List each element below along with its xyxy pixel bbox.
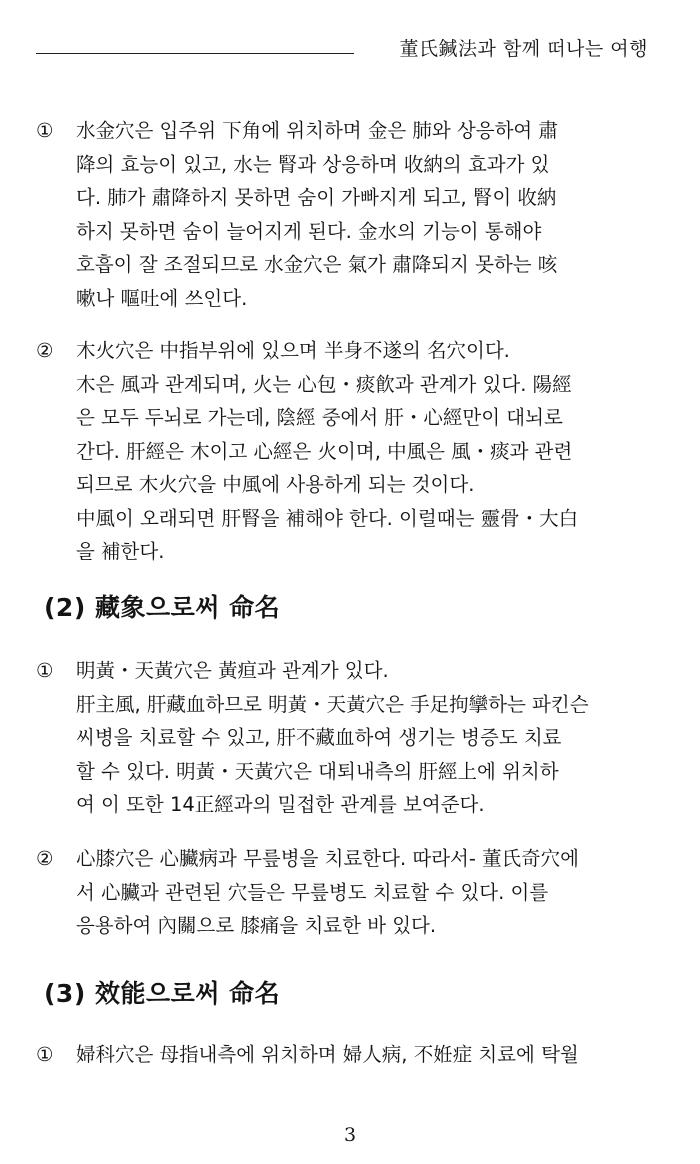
paragraph-line: ② 木火穴은 中指부위에 있으며 半身不遂의 名穴이다. xyxy=(36,334,648,368)
paragraph-line: 嗽나 嘔吐에 쓰인다. xyxy=(76,286,248,310)
paragraph-line: ① 婦科穴은 母指내측에 위치하며 婦人病, 不姙症 치료에 탁월 xyxy=(36,1038,648,1072)
paragraph-line: 다. 肺가 肅降하지 못하면 숨이 가빠지게 되고, 腎이 收納 xyxy=(76,186,557,209)
paragraph-line: 肝主風, 肝藏血하므로 明黃・天黃穴은 手足拘攣하는 파킨슨 xyxy=(76,692,589,716)
paragraph-line: 여 이 또한 14正經과의 밀접한 관계를 보여준다. xyxy=(76,793,485,816)
paragraph-water-metal-point xyxy=(36,114,648,315)
paragraph-line: ① 水金穴은 입주위 下角에 위치하며 金은 肺와 상응하여 肅 xyxy=(36,114,648,148)
item-number: ① xyxy=(36,659,54,682)
paragraph-line: 서 心臟과 관련된 穴들은 무릎병도 치료할 수 있다. 이를 xyxy=(76,880,549,904)
paragraph-line: 할 수 있다. 明黃・天黃穴은 대퇴내측의 肝經上에 위치하 xyxy=(76,759,559,783)
item-number: ② xyxy=(36,847,54,870)
section-heading: (2) 藏象으로써 命名 xyxy=(44,593,281,622)
paragraph-line: 은 모두 두뇌로 가는데, 陰經 중에서 肝・心經만이 대뇌로 xyxy=(76,406,563,429)
paragraph-line: 中風이 오래되면 肝腎을 補해야 한다. 이럴때는 靈骨・大白 xyxy=(76,506,579,530)
paragraph-line: 호흡이 잘 조절되므로 水金穴은 氣가 肅降되지 못하는 咳 xyxy=(76,253,558,276)
paragraph-line: 하지 못하면 숨이 늘어지게 된다. 金水의 기능이 통해야 xyxy=(76,219,542,243)
paragraph-line: 씨병을 치료할 수 있고, 肝不藏血하여 생기는 병증도 치료 xyxy=(76,726,562,749)
paragraph-wood-fire-point xyxy=(36,334,648,569)
paragraph-line: 응용하여 內關으로 膝痛을 치료한 바 있다. xyxy=(76,914,437,937)
paragraph-line: 降의 효능이 있고, 水는 腎과 상응하며 收納의 효과가 있 xyxy=(76,152,550,176)
item-number: ② xyxy=(36,339,54,362)
paragraph-line: 木은 風과 관계되며, 火는 心包・痰飮과 관계가 있다. 陽經 xyxy=(76,372,572,396)
page-number: 3 xyxy=(343,1124,357,1146)
running-header xyxy=(36,34,648,64)
paragraph-ming-huang-point xyxy=(36,654,648,822)
item-number: ① xyxy=(36,119,54,142)
paragraph-line: ② 心膝穴은 心臟病과 무릎병을 치료한다. 따라서- 董氏奇穴에 xyxy=(36,842,648,876)
section-heading: (3) 效能으로써 命名 xyxy=(44,979,281,1008)
item-number: ① xyxy=(36,1043,54,1066)
header-title: 董氏鍼法과 함께 떠나는 여행 xyxy=(399,38,648,60)
paragraph-line: 을 補한다. xyxy=(76,540,165,563)
paragraph-gynecology-point xyxy=(36,1038,648,1072)
header-rule xyxy=(36,53,354,54)
paragraph-line: 간다. 肝經은 木이고 心經은 火이며, 中風은 風・痰과 관련 xyxy=(76,439,573,463)
paragraph-line: ① 明黃・天黃穴은 黃疸과 관계가 있다. xyxy=(36,654,648,688)
paragraph-line: 되므로 木火穴을 中風에 사용하게 되는 것이다. xyxy=(76,473,475,496)
paragraph-heart-knee-point xyxy=(36,842,648,943)
